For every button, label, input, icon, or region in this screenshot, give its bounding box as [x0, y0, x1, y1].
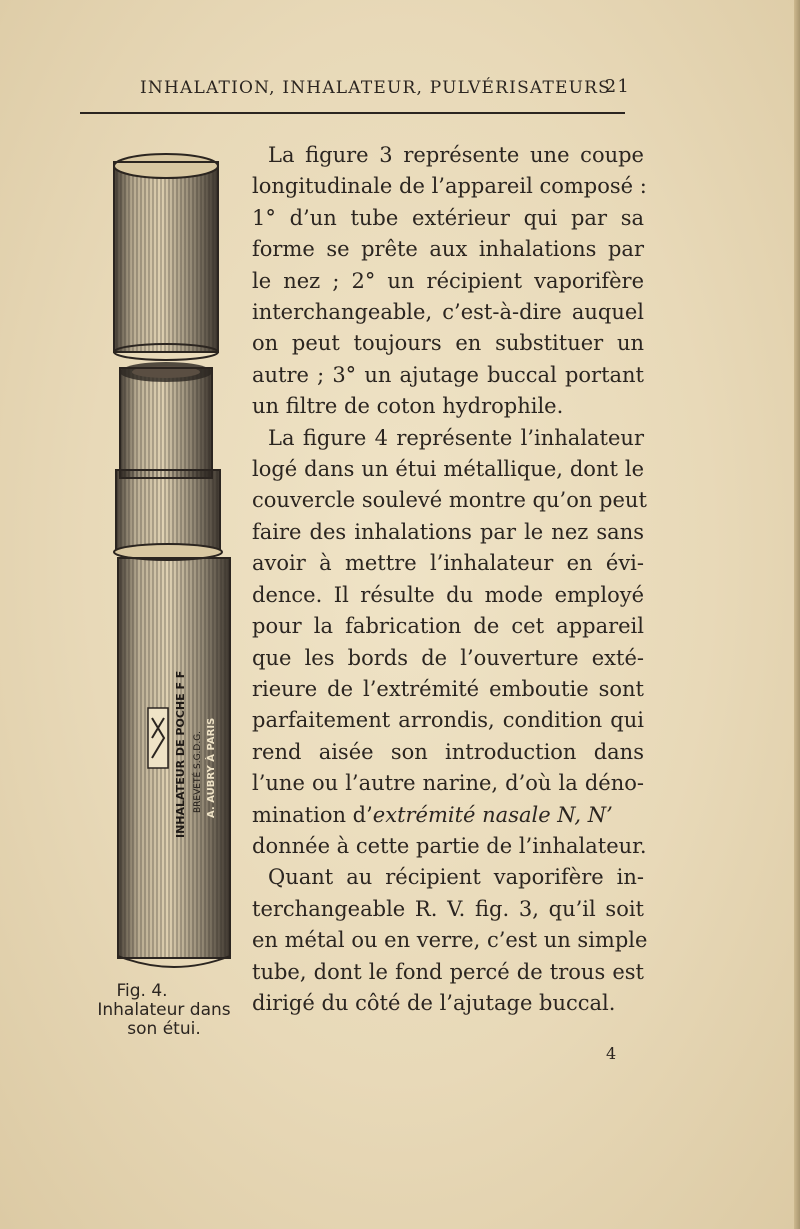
engraved-text-maker: A. AUBRY À PARIS [206, 717, 217, 818]
running-header [140, 74, 630, 104]
italic-term: extrémité nasale N, N’ [372, 802, 613, 827]
header-rule [80, 112, 625, 114]
running-title: INHALATION, INHALATEUR, PULVÉRISATEURS [140, 78, 611, 98]
case-body [118, 558, 230, 967]
text-line: longitudinale de l’appareil composé : [252, 174, 647, 199]
text-line: autre ; 3° un ajutage buccal portant [252, 362, 644, 387]
paragraph-2 [252, 423, 647, 863]
case-lid [114, 154, 218, 360]
signature-mark: 4 [606, 1044, 617, 1063]
text-line: l’une ou l’autre narine, d’où la déno- [252, 771, 644, 796]
inhaler-tube [120, 362, 212, 478]
text-line-italic [252, 800, 644, 831]
text-line: forme se prête aux inhalations par [252, 237, 644, 262]
text-line: en métal ou en verre, c’est un simple [252, 928, 648, 953]
text-line: pour la fabrication de cet appareil [252, 614, 644, 639]
text-line: logé dans un étui métallique, dont le [252, 457, 644, 482]
text-line: La figure 4 représente l’inhalateur [268, 425, 644, 450]
text-line: La figure 3 représente une coupe [268, 143, 644, 167]
text-line: faire des inhalations par le nez sans [252, 519, 644, 544]
text-line: on peut toujours en substituer un [252, 331, 644, 356]
text-line: rieure de l’extrémité emboutie sont [252, 676, 644, 701]
text-line: interchangeable, c’est-à-dire auquel [252, 300, 644, 325]
paragraph-3 [252, 862, 648, 1019]
page-edge [794, 0, 800, 1229]
text-line: dence. Il résulte du mode employé [252, 582, 644, 607]
text-line: Quant au récipient vaporifère in- [268, 865, 644, 890]
text-line: parfaitement arrondis, condition qui [252, 708, 644, 733]
text-fragment: mination d’ [252, 802, 373, 827]
text-line: que les bords de l’ouverture exté- [252, 645, 644, 670]
text-line: avoir à mettre l’inhalateur en évi- [252, 551, 644, 576]
caption-line-3: son étui. [127, 1019, 201, 1039]
text-line: couvercle soulevé montre qu’on peut [252, 488, 647, 513]
caption-figure-number: Fig. 4. [116, 981, 168, 1001]
figure-caption [80, 982, 248, 1039]
text-line: 1° d’un tube extérieur qui par sa [252, 205, 644, 230]
text-line: terchangeable R. V. fig. 3, qu’il soit [252, 896, 644, 921]
text-line: donnée à cette partie de l’inhalateur. [252, 833, 647, 858]
body-text [252, 140, 648, 1019]
text-line: le nez ; 2° un récipient vaporifère [252, 268, 644, 293]
text-line: rend aisée son introduction dans [252, 739, 644, 764]
inhaler-illustration [108, 148, 238, 978]
case-collar [114, 470, 222, 560]
page-number: 21 [604, 76, 630, 97]
text-line: tube, dont le fond percé de trous est [252, 959, 644, 984]
paragraph-1 [252, 140, 647, 423]
engraved-text-brand: INHALATEUR DE POCHE F F [174, 670, 187, 838]
caption-line-2: Inhalateur dans [97, 1000, 231, 1020]
engraved-text-patent: BREVETÉ S.G.D.G. [193, 730, 203, 813]
engraved-monogram-icon [148, 708, 168, 768]
text-line: dirigé du côté de l’ajutage buccal. [252, 990, 616, 1015]
text-line: un filtre de coton hydrophile. [252, 394, 564, 419]
